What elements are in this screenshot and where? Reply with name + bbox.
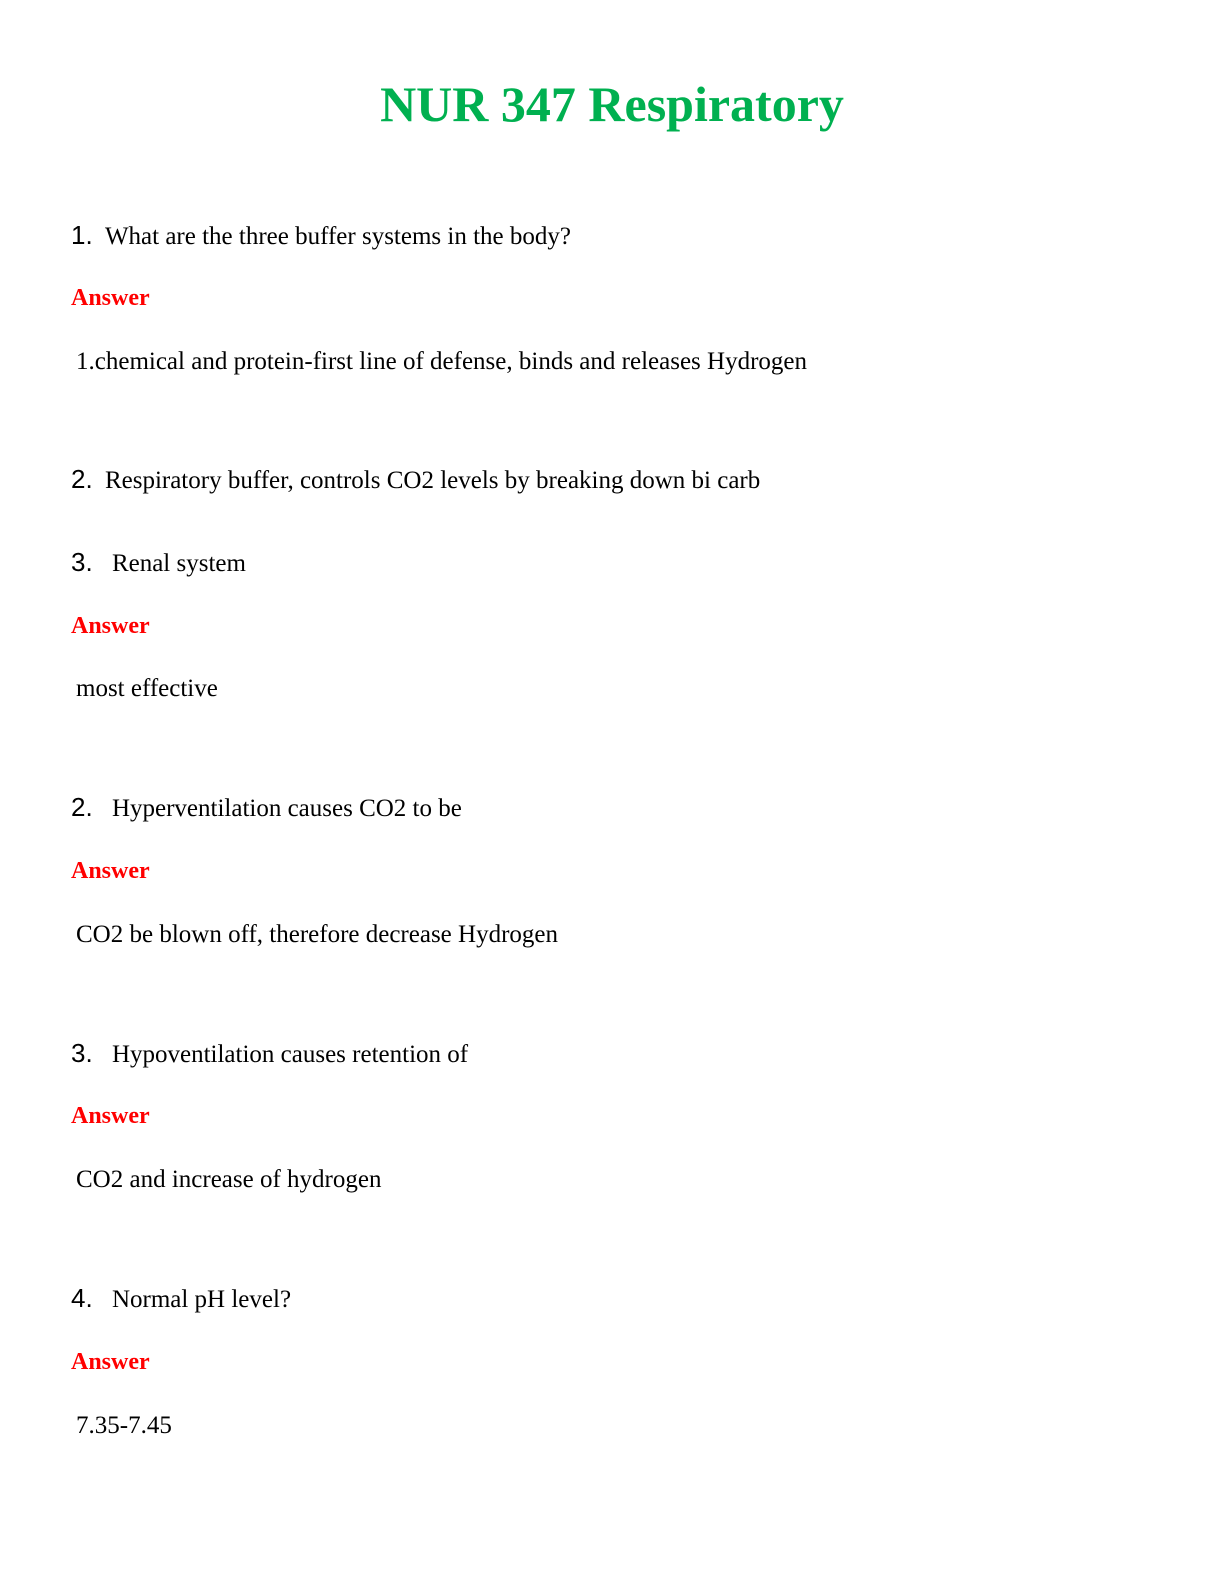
question-2 [71, 462, 760, 498]
question-1 [71, 218, 571, 254]
question-text: Hyperventilation causes CO2 to be [111, 795, 462, 822]
answer-text: CO2 be blown off, therefore decrease Hydrogen [76, 921, 558, 948]
answer-text: CO2 and increase of hydrogen [76, 1166, 382, 1193]
answer-label: Answer [71, 1103, 150, 1129]
question-number: 2. [71, 464, 93, 494]
question-3 [71, 545, 246, 581]
answer-label: Answer [71, 1349, 150, 1375]
answer-label: Answer [71, 858, 150, 884]
question-text: Renal system [111, 550, 246, 577]
question-number: 1. [71, 220, 93, 250]
page-title: NUR 347 Respiratory [380, 76, 844, 132]
answer-text: 7.35-7.45 [76, 1412, 172, 1439]
answer-text: most effective [76, 675, 218, 702]
question-number: 3. [71, 547, 93, 577]
question-text: Hypoventilation causes retention of [111, 1041, 469, 1068]
question-text: Respiratory buffer, controls CO2 levels by breaking down bi carb [104, 467, 761, 494]
question-6 [71, 1281, 291, 1317]
question-number: 4. [71, 1283, 93, 1313]
question-5 [71, 1036, 468, 1072]
question-text: Normal pH level? [111, 1286, 292, 1313]
answer-label: Answer [71, 285, 150, 311]
question-number: 2. [71, 792, 93, 822]
question-4 [71, 790, 462, 826]
answer-text: 1.chemical and protein-first line of defense, binds and releases Hydrogen [76, 348, 807, 375]
question-number: 3. [71, 1038, 93, 1068]
question-text: What are the three buffer systems in the body? [104, 223, 571, 250]
answer-label: Answer [71, 613, 150, 639]
